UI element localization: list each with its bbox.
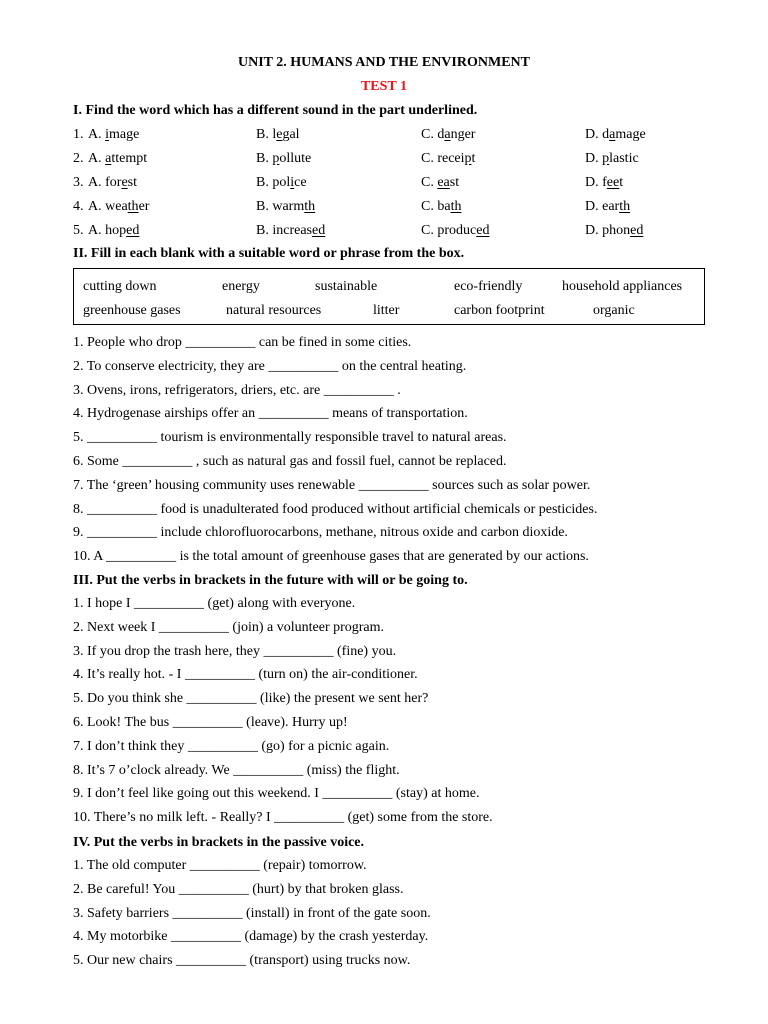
exercise-sentence: 9. I don’t feel like going out this weekend. I __________ (stay) at home.: [73, 786, 480, 802]
option-text: D.: [585, 175, 603, 190]
option-text: recei: [437, 151, 465, 166]
underlined-part: th: [619, 199, 631, 214]
option-text: nger: [450, 127, 476, 142]
answer-option: [88, 150, 147, 168]
answer-option: [421, 126, 475, 144]
option-text: C.: [421, 151, 438, 166]
exercise-sentence: 6. Look! The bus __________ (leave). Hurry up!: [73, 715, 348, 730]
option-text: pol: [272, 175, 291, 190]
exercise-sentence: 5. Do you think she __________ (like) the present we sent her?: [73, 691, 429, 707]
answer-option: [421, 222, 489, 240]
question-number: 3.: [73, 175, 84, 190]
word-box-item: organic: [593, 303, 635, 318]
underlined-part: a: [609, 127, 616, 142]
option-text: lastic: [609, 151, 639, 166]
exercise-sentence: 10. A __________ is the total amount of greenhouse gases that are generated by our actions.: [73, 549, 589, 565]
word-box-item: eco-friendly: [454, 279, 523, 294]
option-text: C.: [421, 175, 438, 190]
exercise-sentence: 7. I don’t think they __________ (go) for a picnic again.: [73, 738, 390, 754]
option-text: l: [272, 127, 277, 142]
underlined-part: th: [127, 199, 139, 214]
option-text: C.: [421, 223, 438, 238]
exercise-sentence: 2. Be careful! You __________ (hurt) by that broken glass.: [73, 881, 404, 897]
section2-heading: II. Fill in each blank with a suitable word or phrase from the box.: [73, 246, 465, 261]
word-box: [73, 268, 705, 325]
word-box-item: litter: [373, 303, 400, 318]
exercise-sentence: 2. To conserve electricity, they are __________ on the central heating.: [73, 358, 467, 374]
word-box-item: carbon footprint: [454, 303, 545, 318]
answer-option: [585, 222, 643, 240]
answer-option: [421, 150, 475, 168]
test-label: TEST 1: [360, 79, 408, 94]
answer-option: [88, 198, 149, 216]
word-box-item: household appliances: [562, 279, 683, 294]
option-text: ce: [294, 175, 307, 190]
option-text: D.: [585, 223, 603, 238]
option-text: hop: [105, 223, 127, 238]
answer-option: [585, 126, 646, 144]
underlined-part: ed: [476, 223, 490, 238]
option-text: A.: [88, 223, 106, 238]
underlined-part: a: [105, 151, 112, 166]
option-text: for: [105, 175, 122, 190]
page-title: UNIT 2. HUMANS AND THE ENVIRONMENT: [238, 55, 530, 70]
option-text: d: [602, 127, 610, 142]
exercise-sentence: 10. There’s no milk left. - Really? I __________ (get) some from the store.: [73, 810, 493, 826]
option-text: D.: [585, 127, 603, 142]
exercise-sentence: 1. People who drop __________ can be fined in some cities.: [73, 335, 412, 350]
answer-option: [88, 126, 139, 144]
option-text: st: [449, 175, 460, 190]
section3-heading: III. Put the verbs in brackets in the future with will or be going to.: [73, 573, 468, 588]
answer-option: [256, 150, 311, 168]
option-text: wea: [105, 199, 128, 214]
exercise-sentence: 7. The ‘green’ housing community uses renewable __________ sources such as solar power.: [73, 477, 591, 493]
option-text: B.: [256, 151, 273, 166]
underlined-part: e: [276, 127, 283, 142]
underlined-part: e: [121, 175, 128, 190]
option-text: er: [138, 199, 150, 214]
answer-option: [256, 126, 300, 144]
option-text: A.: [88, 151, 106, 166]
underlined-part: p: [464, 151, 472, 166]
option-text: C.: [421, 199, 438, 214]
option-text: warm: [272, 199, 305, 214]
exercise-sentence: 6. Some __________ , such as natural gas and fossil fuel, cannot be replaced.: [73, 454, 507, 469]
option-text: ttempt: [111, 151, 148, 166]
exercise-sentence: 4. Hydrogenase airships offer an __________ means of transportation.: [73, 406, 468, 422]
word-box-item: sustainable: [315, 279, 378, 294]
exercise-sentence: 3. Ovens, irons, refrigerators, driers, etc. are __________ .: [73, 382, 401, 398]
question-number: 5.: [73, 223, 84, 238]
answer-option: [88, 222, 139, 240]
option-text: t: [619, 175, 624, 190]
underlined-part: ee: [606, 175, 620, 190]
exercise-sentence: 8. It’s 7 o’clock already. We __________ (miss) the flight.: [73, 762, 400, 778]
exercise-sentence: 3. Safety barriers __________ (install) in front of the gate soon.: [73, 905, 431, 921]
word-box-item: energy: [222, 279, 260, 294]
option-text: A.: [88, 127, 106, 142]
exercise-sentence: 1. I hope I __________ (get) along with everyone.: [73, 596, 356, 611]
exercise-sentence: 4. My motorbike __________ (damage) by the crash yesterday.: [73, 929, 429, 945]
option-text: B.: [256, 199, 273, 214]
option-text: t: [471, 151, 476, 166]
option-text: phon: [602, 223, 631, 238]
word-box-item: cutting down: [83, 279, 157, 294]
answer-option: [585, 150, 639, 168]
underlined-part: a: [444, 127, 451, 142]
option-text: f: [602, 175, 607, 190]
option-text: d: [437, 127, 445, 142]
section4-heading: IV. Put the verbs in brackets in the passive voice.: [73, 835, 365, 850]
option-text: ear: [602, 199, 620, 214]
option-text: ollute: [279, 151, 312, 166]
option-text: mage: [615, 127, 646, 142]
option-text: D.: [585, 199, 603, 214]
question-number: 2.: [73, 151, 84, 166]
underlined-part: ea: [437, 175, 450, 190]
question-number: 1.: [73, 127, 84, 142]
answer-option: [421, 198, 461, 216]
option-text: B.: [256, 127, 273, 142]
option-text: D.: [585, 151, 603, 166]
exercise-sentence: 4. It’s really hot. - I __________ (turn on) the air-conditioner.: [73, 667, 418, 683]
answer-option: [88, 174, 137, 192]
underlined-part: th: [304, 199, 316, 214]
underlined-part: ed: [126, 223, 140, 238]
option-text: increas: [272, 223, 312, 238]
option-text: B.: [256, 223, 273, 238]
option-text: A.: [88, 175, 106, 190]
exercise-sentence: 5. Our new chairs __________ (transport) using trucks now.: [73, 953, 411, 969]
underlined-part: ed: [630, 223, 644, 238]
exercise-sentence: 3. If you drop the trash here, they __________ (fine) you.: [73, 643, 397, 659]
underlined-part: th: [450, 199, 462, 214]
exercise-sentence: 5. __________ tourism is environmentally responsible travel to natural areas.: [73, 430, 507, 446]
option-text: gal: [282, 127, 300, 142]
option-text: ba: [437, 199, 451, 214]
section1-heading: I. Find the word which has a different sound in the part underlined.: [73, 103, 478, 118]
underlined-part: i: [290, 175, 295, 190]
exercise-sentence: 9. __________ include chlorofluorocarbons, methane, nitrous oxide and carbon dioxide.: [73, 525, 568, 541]
answer-option: [256, 174, 307, 192]
exercise-sentence: 2. Next week I __________ (join) a volunteer program.: [73, 619, 385, 635]
option-text: st: [127, 175, 138, 190]
underlined-part: p: [272, 151, 280, 166]
option-text: C.: [421, 127, 438, 142]
answer-option: [421, 174, 459, 192]
word-box-item: natural resources: [226, 303, 322, 318]
answer-option: [585, 198, 630, 216]
option-text: A.: [88, 199, 106, 214]
answer-option: [256, 198, 315, 216]
underlined-part: ed: [312, 223, 326, 238]
option-text: B.: [256, 175, 273, 190]
question-number: 4.: [73, 199, 84, 214]
underlined-part: p: [602, 151, 610, 166]
option-text: produc: [437, 223, 477, 238]
word-box-item: greenhouse gases: [83, 303, 181, 318]
exercise-sentence: 1. The old computer __________ (repair) tomorrow.: [73, 858, 367, 873]
exercise-sentence: 8. __________ food is unadulterated food produced without artificial chemicals or pesticides.: [73, 501, 598, 517]
option-text: mage: [109, 127, 140, 142]
underlined-part: i: [105, 127, 110, 142]
answer-option: [256, 222, 325, 240]
answer-option: [585, 174, 623, 192]
